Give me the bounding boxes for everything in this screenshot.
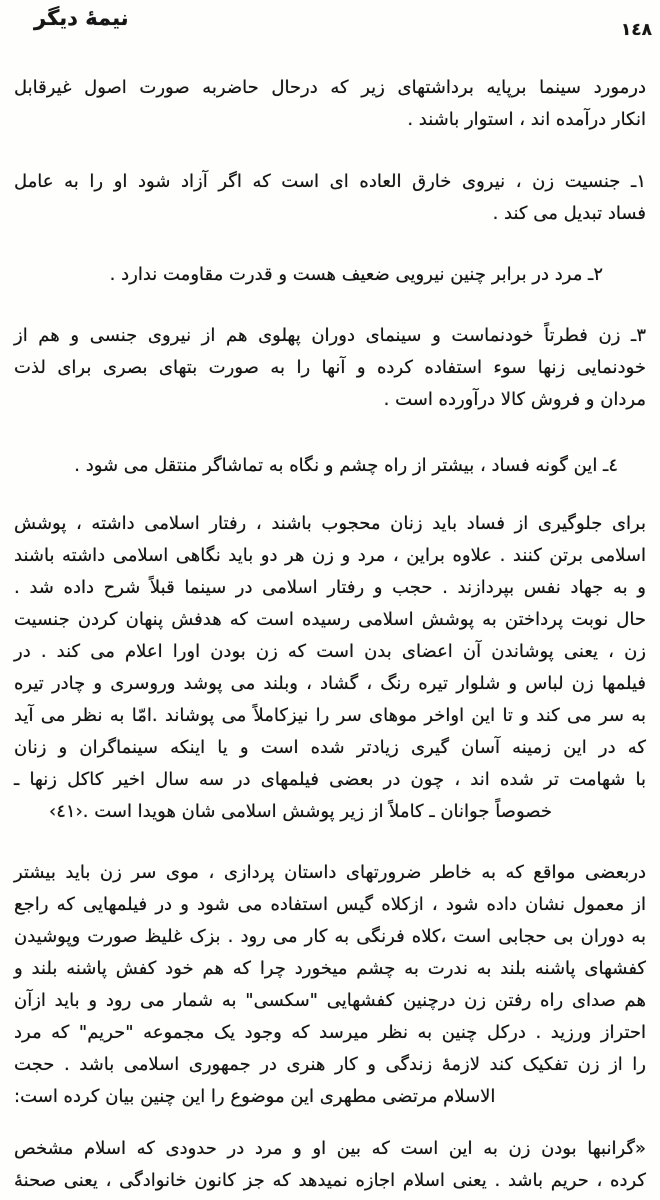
text-line: احتراز ورزید . درکل چنین به نظر میرسد که وجود یک مجموعه "حریم" که مرد xyxy=(14,1022,646,1043)
text-line: اسلامی برتن کنند . علاوه براین ، مرد و زن هر دو باید نگاهی اسلامی داشته باشند xyxy=(14,545,646,566)
text-line: با شهامت تر شده اند ، چون در بعضی فیلمهای در سه سال اخیر کاکل زنها ـ xyxy=(14,769,646,790)
text-line: ٣ـ زن فطرتاً خودنماست و سینمای دوران پهلوی هم از نیروی جنسی و هم از xyxy=(14,325,646,346)
text-line: کرده ، حریم باشد . یعنی اسلام اجازه نمیدهد که جز کانون خانوادگی ، یعنی صحنهٔ xyxy=(14,1170,646,1191)
text-line: برای جلوگیری از فساد باید زنان محجوب باشند ، رفتار اسلامی داشته ، پوشش xyxy=(14,513,646,534)
paragraph-quote-motahhari xyxy=(14,1133,646,1197)
text-line-with-footnote-ref: خصوصاً جوانان ـ کاملاً از زیر پوشش اسلامی شان هویدا است .‹٤١› xyxy=(49,801,552,822)
text-line: درمورد سینما برپایه برداشتهای زیر که درحال حاضربه صورت اصول غیرقابل xyxy=(14,77,646,98)
text-line: که در این زمینه آسان گیری زیادتر شده است و یا اینکه سینماگران و زنان xyxy=(14,737,646,758)
list-item-1 xyxy=(14,166,646,230)
text-line: کفشهای پاشنه بلند به ندرت به چشم میخورد چرا که هم خود کفش پاشنه بلند و xyxy=(14,958,646,979)
text-line: را از زن تفکیک کند لازمهٔ زندگی و کار هنری در جمهوری اسلامی باشد . حجت xyxy=(14,1054,646,1075)
text-line: و به جهاد نفس بپردازند . حجب و رفتار اسلامی در سینما قبلاً شرح داده شد . xyxy=(14,577,646,598)
text-line: ١ـ جنسیت زن ، نیروی خارق العاده ای است که اگر آزاد شود او را به عامل xyxy=(14,171,646,192)
list-item-2 xyxy=(14,259,646,291)
text-line: انکار درآمده اند ، استوار باشند . xyxy=(407,109,646,130)
text-line: از معمول نشان داده شود ، ازکلاه گیس استفاده می شود و در فیلمهایی که راجع xyxy=(14,894,646,915)
text-line: خودنمایی زنها سوء استفاده کرده و آنها را به صورت بتهای بصری برای لذت xyxy=(14,357,646,378)
paragraph-intro xyxy=(14,72,646,136)
text-line: دربعضی مواقع که به خاطر ضرورتهای داستان پردازی ، موی سر زن باید بیشتر xyxy=(14,862,646,883)
text-line: به سر می کند و تا این اواخر موهای سر را نیزکاملاً می پوشاند .امّا به نظر می آید xyxy=(14,705,646,726)
text-line: زن ، یعنی پوشاندن آن اعضای بدن است که زن بودن اورا اعلام می کند . در xyxy=(14,641,646,662)
text-line: مردان و فروش کالا درآورده است . xyxy=(383,389,646,410)
text-line: حال نوبت پرداختن به پوشش اسلامی رسیده است که هدفش پنهان کردن جنسیت xyxy=(14,609,646,630)
paragraph-veil xyxy=(14,508,646,828)
text-line: الاسلام مرتضی مطهری این موضوع را این چنین بیان کرده است: xyxy=(14,1086,496,1107)
text-line: هم صدای راه رفتن زن درچنین کفشهایی "سکسی" به شمار می رود و باید ازآن xyxy=(14,990,646,1011)
text-line: فساد تبدیل می کند . xyxy=(492,203,646,224)
list-item-3 xyxy=(14,320,646,416)
text-line: فیلمها زن لباس و شلوار تیره رنگ ، گشاد ، وبلند می پوشد وروسری و چادر تیره xyxy=(14,673,646,694)
paragraph-wigs xyxy=(14,857,646,1113)
page-number: ١٤٨ xyxy=(620,20,652,40)
text-line: ٢ـ مرد در برابر چنین نیرویی ضعیف هست و قدرت مقاومت ندارد . xyxy=(109,264,603,285)
text-line: ٤ـ این گونه فساد ، بیشتر از راه چشم و نگاه به تماشاگر منتقل می شود . xyxy=(74,455,618,476)
list-item-4 xyxy=(14,450,646,482)
text-line: به دوران بی حجابی است ،کلاه فرنگی به کار می رود . بزک غلیظ صورت وپوشیدن xyxy=(14,926,646,947)
running-title: نیمهٔ دیگر xyxy=(34,6,129,30)
text-line: «گرانبها بودن زن به این است که بین او و مرد در حدودی که اسلام مشخص xyxy=(14,1138,646,1159)
